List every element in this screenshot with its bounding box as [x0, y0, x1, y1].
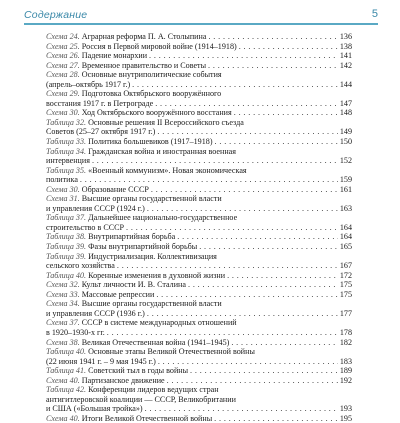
entry-title: Образование СССР [81, 184, 149, 194]
entry-kind: Схема 32. [46, 280, 80, 290]
entry-title: Основные решения II Всероссийского съезда [88, 117, 244, 127]
dot-leader [80, 175, 338, 185]
toc-entry [46, 42, 378, 52]
entry-title: Подготовка Октябрьского вооружённого [81, 89, 222, 99]
dot-leader [107, 328, 338, 338]
entry-title: Партизанское движение [81, 375, 165, 385]
dot-leader [231, 338, 338, 348]
entry-kind: Схема 28. [46, 70, 80, 80]
section-title: Содержание [24, 9, 88, 21]
entry-kind: Таблица 42. [46, 385, 87, 395]
entry-title: Высшие органы государственной власти [81, 299, 222, 309]
entry-kind: Таблица 39. [46, 251, 87, 261]
toc-entry [46, 232, 378, 242]
entry-title-continued: антигитлеровской коалиции — СССР, Великобритании [46, 394, 236, 404]
toc-entry-line [46, 42, 352, 52]
entry-title: Внутрипартийная борьба [88, 232, 176, 242]
toc-entry-line [46, 213, 352, 223]
entry-kind: Схема 40. [46, 375, 80, 385]
toc-entry-line [46, 232, 352, 242]
toc-entry-line [46, 366, 352, 376]
entry-title: Падение монархии [81, 51, 148, 61]
entry-title: Высшие органы государственной власти [81, 194, 222, 204]
toc-entry [46, 108, 378, 118]
entry-title-continued: восстания 1917 г. в Петрограде [46, 98, 154, 108]
entry-title: Итоги Великой Отечественной войны [81, 413, 213, 423]
entry-page: 136 [339, 32, 352, 41]
dot-leader [157, 127, 337, 137]
dot-leader [117, 261, 338, 271]
toc-entry [46, 290, 378, 300]
toc-entry-line [46, 414, 352, 423]
entry-kind: Схема 30. [46, 184, 80, 194]
entry-title: Конференции лидеров ведущих стран [88, 385, 219, 395]
dot-leader [145, 404, 338, 414]
toc-entry [46, 280, 378, 290]
entry-kind: Таблица 41. [46, 366, 87, 376]
entry-title-continued: (апрель–октябрь 1917 г.) [46, 79, 131, 89]
dot-leader [208, 61, 338, 71]
dot-leader [215, 137, 338, 147]
dot-leader [239, 42, 338, 52]
dot-leader [92, 156, 338, 166]
dot-leader [147, 204, 338, 214]
entry-kind: Схема 31. [46, 194, 80, 204]
entry-page: 189 [339, 366, 352, 376]
entry-title-continued: и США («Большая тройка») [46, 404, 143, 414]
dot-leader [151, 185, 338, 195]
entry-page: 149 [339, 127, 352, 137]
toc-entry-line [46, 299, 352, 309]
entry-kind: Схема 37. [46, 318, 80, 328]
entry-kind: Таблица 38. [46, 232, 87, 242]
dot-leader [188, 280, 338, 290]
toc-entry-line [46, 147, 352, 157]
entry-page: 159 [339, 175, 352, 185]
header-rule [24, 23, 378, 25]
entry-kind: Таблица 37. [46, 213, 87, 223]
toc-entry-line [46, 204, 352, 214]
entry-kind: Схема 25. [46, 41, 80, 51]
toc-entry-line [46, 118, 352, 128]
entry-title: СССР в системе международных отношений [81, 318, 237, 328]
toc-entry [46, 70, 378, 89]
entry-kind: Схема 24. [46, 32, 80, 41]
toc-entry [46, 32, 378, 42]
toc-entry-line [46, 252, 352, 262]
toc-entry-line [46, 347, 352, 357]
toc-entry [46, 51, 378, 61]
dot-leader [132, 80, 338, 90]
toc-entry-line [46, 61, 352, 71]
dot-leader [156, 290, 338, 300]
dot-leader [177, 232, 338, 242]
entry-page: 164 [339, 222, 352, 232]
toc-entry [46, 242, 378, 252]
entry-page: 142 [339, 60, 352, 70]
entry-title-continued: Советов (25–27 октября 1917 г.) [46, 127, 156, 137]
toc-entry [46, 414, 378, 423]
entry-page: 178 [339, 327, 352, 337]
toc-entry-line [46, 185, 352, 195]
toc-entry-line [46, 357, 352, 367]
entry-title: Индустриализация. Коллективизация [88, 251, 217, 261]
toc-entry-line [46, 280, 352, 290]
dot-leader [126, 223, 338, 233]
toc-entry-line [46, 127, 352, 137]
entry-kind: Схема 27. [46, 60, 80, 70]
dot-leader [155, 99, 338, 109]
toc-entry [46, 366, 378, 376]
toc-entry-line [46, 290, 352, 300]
toc-entry-line [46, 137, 352, 147]
entry-title: Ход Октябрьского вооружённого восстания [81, 108, 232, 118]
entry-page: 175 [339, 289, 352, 299]
toc-entry-line [46, 328, 352, 338]
dot-leader [208, 32, 337, 42]
entry-page: 167 [339, 261, 352, 271]
toc-entry-line [46, 271, 352, 281]
toc-entry [46, 166, 378, 185]
entry-kind: Схема 29. [46, 89, 80, 99]
entry-kind: Схема 34. [46, 299, 80, 309]
entry-title: Основные этапы Великой Отечественной войны [88, 347, 255, 357]
entry-title-continued: и управления СССР (1936 г.) [46, 308, 145, 318]
entry-page: 144 [339, 79, 352, 89]
entry-title: Великая Отечественная война (1941–1945) [81, 337, 230, 347]
toc-entry [46, 338, 378, 348]
toc-entry-line [46, 338, 352, 348]
toc-entry [46, 213, 378, 232]
entry-title: Гражданская война и иностранная военная [88, 146, 236, 156]
entry-title-continued: (22 июня 1941 г. – 9 мая 1945 г.) [46, 356, 156, 366]
entry-kind: Схема 33. [46, 289, 80, 299]
entry-title: Временное правительство и Советы [81, 60, 207, 70]
entry-page: 192 [339, 375, 352, 385]
toc-entry-line [46, 175, 352, 185]
toc-entry [46, 147, 378, 166]
entry-title-continued: сельского хозяйства [46, 261, 115, 271]
entry-page: 141 [339, 51, 352, 61]
entry-title-continued: в 1920–1930-х гг. [46, 327, 105, 337]
entry-page: 182 [339, 337, 352, 347]
toc-entry [46, 185, 378, 195]
toc-entry [46, 252, 378, 271]
page-header [24, 9, 378, 26]
entry-kind: Схема 26. [46, 51, 80, 61]
entry-kind: Таблица 32. [46, 117, 87, 127]
entry-title-continued: политика [46, 175, 78, 185]
entry-title: Советский тыл в годы войны [88, 366, 189, 376]
dot-leader [214, 414, 338, 423]
toc-entry-line [46, 242, 352, 252]
toc-entry [46, 137, 378, 147]
dot-leader [147, 309, 338, 319]
entry-page: 161 [339, 184, 352, 194]
entry-kind: Таблица 35. [46, 165, 87, 175]
entry-page: 163 [339, 203, 352, 213]
toc-entry-line [46, 385, 352, 395]
entry-title: Коренные изменения в духовной жизни [88, 270, 226, 280]
toc-entry [46, 299, 378, 318]
entry-kind: Схема 38. [46, 337, 80, 347]
toc-entry [46, 118, 378, 137]
toc-entry [46, 194, 378, 213]
toc-entry-line [46, 51, 352, 61]
entry-kind: Таблица 40. [46, 347, 87, 357]
toc-entry-line [46, 223, 352, 233]
entry-page: 138 [339, 41, 352, 51]
entry-kind: Схема 30. [46, 108, 80, 118]
toc-entry [46, 318, 378, 337]
toc-entry-line [46, 89, 352, 99]
dot-leader [234, 108, 338, 118]
entry-title: Аграрная реформа П. А. Столыпина [81, 32, 207, 41]
toc-entry-line [46, 32, 352, 42]
entry-page: 165 [339, 242, 352, 252]
dot-leader [190, 366, 338, 376]
dot-leader [167, 376, 338, 386]
toc-entry-line [46, 70, 352, 80]
entry-kind: Таблица 34. [46, 146, 87, 156]
toc-entry [46, 376, 378, 386]
entry-title: Основные внутриполитические события [81, 70, 222, 80]
entry-title: «Военный коммунизм». Новая экономическая [88, 165, 247, 175]
toc-entry-line [46, 194, 352, 204]
toc-entry [46, 61, 378, 71]
page-number: 5 [371, 8, 378, 20]
dot-leader [199, 242, 338, 252]
entry-page: 147 [339, 98, 352, 108]
entry-title: Дальнейшее национально-государственное [88, 213, 238, 223]
toc-entry-line [46, 166, 352, 176]
toc-entry-line [46, 108, 352, 118]
entry-title: Россия в Первой мировой войне (1914–1918) [81, 41, 237, 51]
toc-entry-line [46, 309, 352, 319]
entry-page: 152 [339, 156, 352, 166]
toc-entry-line [46, 99, 352, 109]
toc-entry [46, 271, 378, 281]
entry-page: 164 [339, 232, 352, 242]
toc-entry-line [46, 261, 352, 271]
entry-title: Политика большевиков (1917–1918) [88, 137, 213, 147]
toc-entry-line [46, 404, 352, 414]
entry-page: 177 [339, 308, 352, 318]
entry-page: 175 [339, 280, 352, 290]
entry-title-continued: интервенция [46, 156, 90, 166]
entry-page: 150 [339, 137, 352, 147]
entry-kind: Таблица 39. [46, 242, 87, 252]
entry-kind: Схема 40. [46, 413, 80, 423]
entry-page: 195 [339, 413, 352, 423]
dot-leader [227, 271, 338, 281]
toc-entry-line [46, 318, 352, 328]
entry-page: 172 [339, 270, 352, 280]
entry-title-continued: строительство в СССР [46, 222, 125, 232]
entry-kind: Таблица 33. [46, 137, 87, 147]
entry-title-continued: и управления СССР (1924 г.) [46, 203, 145, 213]
toc-entry-line [46, 376, 352, 386]
table-of-contents [46, 32, 378, 423]
toc-entry [46, 89, 378, 108]
entry-kind: Таблица 40. [46, 270, 87, 280]
toc-entry-line [46, 80, 352, 90]
toc-entry [46, 347, 378, 366]
entry-title: Фазы внутрипартийной борьбы [88, 242, 198, 252]
entry-title: Культ личности И. В. Сталина [81, 280, 186, 290]
dot-leader [149, 51, 338, 61]
entry-page: 148 [339, 108, 352, 118]
dot-leader [158, 357, 338, 367]
entry-title: Массовые репрессии [81, 289, 155, 299]
toc-entry-line [46, 156, 352, 166]
entry-page: 193 [339, 404, 352, 414]
entry-page: 183 [339, 356, 352, 366]
